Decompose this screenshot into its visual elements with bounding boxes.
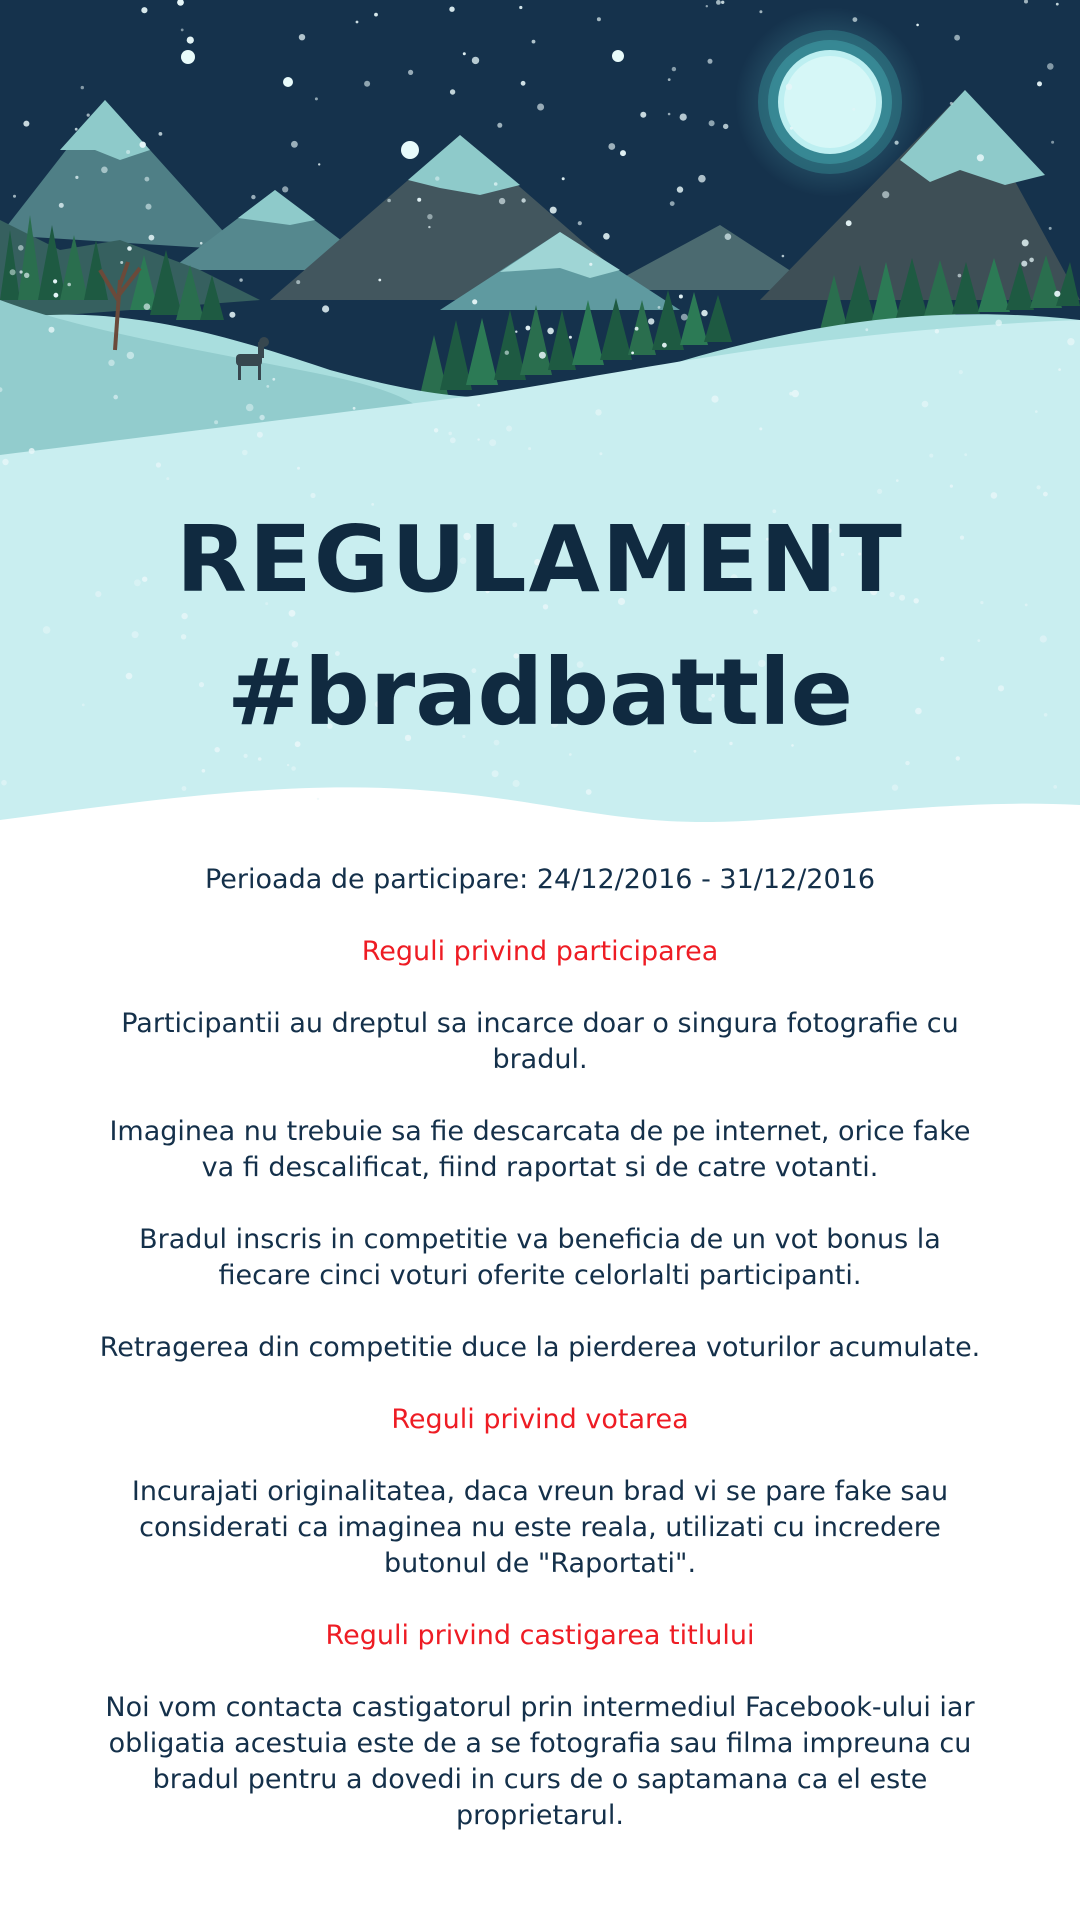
- snowflake: [53, 279, 57, 283]
- rule-paragraph: Imaginea nu trebuie sa fie descarcata de pe internet, orice fake va fi descalificat, fiind raportat si de catre votanti.: [109, 1116, 971, 1183]
- snowflake: [1022, 239, 1029, 246]
- snowflake: [472, 57, 479, 64]
- snowflake: [950, 485, 953, 488]
- snowflake: [519, 6, 522, 9]
- snowflake: [291, 141, 298, 148]
- snowflake: [853, 17, 858, 22]
- hashtag-title: #bradbattle: [226, 639, 854, 746]
- rule-paragraph: Participantii au dreptul sa incarce doar o singura fotografie cu bradul.: [121, 1008, 959, 1075]
- snowflake: [526, 326, 531, 331]
- snowflake: [698, 175, 706, 183]
- snowflake: [463, 52, 466, 55]
- snowflake: [13, 195, 16, 198]
- snowflake: [1054, 291, 1060, 297]
- snowflake: [477, 438, 479, 440]
- snowflake: [291, 766, 296, 771]
- snowflake: [374, 13, 378, 17]
- snowflake: [87, 114, 90, 117]
- snowflake: [905, 761, 909, 765]
- snowflake: [54, 293, 59, 298]
- snowflake: [145, 177, 150, 182]
- snowflake: [202, 769, 206, 773]
- snowflake: [282, 186, 288, 192]
- snowflake: [378, 279, 381, 282]
- snowflake: [497, 123, 502, 128]
- snowflake: [892, 784, 898, 790]
- snowflake: [449, 7, 454, 12]
- snowflake: [1043, 492, 1048, 497]
- snowflake: [229, 312, 235, 318]
- snowflake: [417, 198, 421, 202]
- snowflake: [694, 750, 697, 753]
- snowflake: [408, 70, 413, 75]
- snowflake: [67, 283, 71, 287]
- snowflake: [494, 182, 498, 186]
- snowflake: [877, 489, 882, 494]
- snowflake: [977, 154, 984, 161]
- snowflake: [506, 426, 512, 432]
- snowflake: [956, 756, 960, 760]
- snowflake: [310, 493, 315, 498]
- snowflake: [711, 396, 718, 403]
- snowflake: [672, 67, 676, 71]
- snowflake: [435, 176, 439, 180]
- snowflake: [297, 467, 300, 470]
- snowflake: [1047, 63, 1054, 70]
- snowflake: [759, 10, 762, 13]
- snowflake: [450, 89, 455, 94]
- snowflake: [43, 626, 51, 634]
- snowflake: [477, 404, 480, 407]
- snowflake: [427, 214, 432, 219]
- snowflake: [569, 336, 572, 339]
- snowflake: [513, 780, 520, 787]
- snowflake: [1037, 81, 1042, 86]
- snowflake: [242, 450, 248, 456]
- snowflake: [1, 780, 7, 786]
- snowflake: [200, 242, 203, 245]
- snowflake: [786, 84, 792, 90]
- snowflake: [10, 269, 16, 275]
- snowflake: [318, 163, 320, 165]
- snowflake: [149, 235, 155, 241]
- snowflake: [991, 492, 998, 499]
- snowflake: [599, 452, 602, 455]
- snowflake: [950, 102, 953, 105]
- snowflake: [322, 305, 329, 312]
- snowflake: [101, 167, 108, 174]
- snowflake: [1053, 785, 1057, 789]
- snowflake: [668, 113, 671, 116]
- section-heading-voting: Reguli privind votarea: [391, 1404, 689, 1435]
- snowflake: [75, 176, 78, 179]
- rule-paragraph: Incurajati originalitatea, daca vreun brad vi se pare fake sau considerati ca imaginea nu este reala, utilizati cu incredere butonul de "Raportati".: [131, 1476, 949, 1579]
- snowflake: [709, 120, 715, 126]
- rule-paragraph: Retragerea din competitie duce la pierderea voturilor acumulate.: [99, 1332, 981, 1363]
- snowflake: [387, 199, 391, 203]
- snowflake: [846, 220, 852, 226]
- snowflake: [597, 17, 601, 21]
- snowflake: [499, 198, 505, 204]
- snowflake: [492, 770, 499, 777]
- snowflake: [964, 453, 967, 456]
- snowflake: [428, 226, 430, 228]
- snowflake: [640, 112, 646, 118]
- snowflake: [23, 121, 29, 127]
- snowflake: [364, 81, 370, 87]
- snowflake: [578, 221, 582, 225]
- snowflake: [852, 108, 855, 111]
- snowflake: [317, 798, 319, 800]
- snowflake: [81, 86, 84, 89]
- snowflake: [569, 753, 572, 756]
- snowflake: [865, 328, 868, 331]
- snowflake: [146, 204, 152, 210]
- snowflake: [296, 280, 300, 284]
- snowflake: [679, 295, 683, 299]
- snowflake: [29, 448, 35, 454]
- snowflake: [434, 428, 438, 432]
- participation-period: Perioada de participare: 24/12/2016 - 31/12/2016: [204, 864, 876, 895]
- snowflake: [505, 351, 509, 355]
- snowflake: [882, 191, 889, 198]
- snowflake: [299, 34, 305, 40]
- snowflake: [958, 274, 962, 278]
- snowflake: [272, 378, 275, 381]
- snowflake: [489, 439, 496, 446]
- snowflake: [127, 352, 134, 359]
- snowflake: [214, 420, 218, 424]
- snowflake: [586, 789, 592, 795]
- snowflake: [24, 273, 29, 278]
- snowflake: [181, 29, 184, 32]
- snowflake: [680, 114, 687, 121]
- rule-paragraph: Bradul inscris in competitie va beneficia de un vot bonus la fiecare cinci voturi oferite celorlalti participanti.: [139, 1224, 941, 1291]
- snowflake: [648, 318, 654, 324]
- snowflake: [75, 128, 78, 131]
- snowflake: [49, 327, 55, 333]
- snowflake: [706, 5, 708, 7]
- snowflake: [635, 327, 639, 331]
- snowflake: [1056, 3, 1059, 6]
- snowflake: [716, 0, 721, 5]
- snowflake: [187, 37, 194, 44]
- snowflake: [59, 203, 64, 208]
- snowflake: [895, 141, 899, 145]
- snowflake: [725, 233, 732, 240]
- snowflake: [159, 132, 163, 136]
- snowflake: [922, 401, 929, 408]
- snowflake: [251, 195, 255, 199]
- snowflake: [1037, 485, 1041, 489]
- snowflake: [670, 201, 675, 206]
- snowflake: [244, 754, 248, 758]
- snowflake: [792, 390, 799, 397]
- snowflake: [1051, 141, 1054, 144]
- snowflake: [631, 352, 634, 355]
- snowflake: [108, 360, 114, 366]
- snowflake: [259, 415, 264, 420]
- snowflake: [790, 127, 793, 130]
- snowflake: [589, 263, 592, 266]
- snowflake: [353, 407, 356, 410]
- snowflake: [550, 207, 557, 214]
- snowflake: [603, 233, 610, 240]
- snowflake: [515, 331, 517, 333]
- snowflake: [120, 261, 123, 264]
- snowflake: [662, 343, 667, 348]
- snowflake: [448, 432, 452, 436]
- snowflake: [258, 757, 262, 761]
- snowflake: [668, 78, 671, 81]
- snowflake: [127, 246, 132, 251]
- snowflake: [1049, 227, 1052, 230]
- snowflake: [547, 328, 554, 335]
- snowflake: [140, 142, 146, 148]
- snowflake: [521, 198, 525, 202]
- snowflake: [935, 329, 939, 333]
- snowflake: [315, 97, 318, 100]
- snowflake: [2, 459, 8, 465]
- snowflake: [1029, 258, 1034, 263]
- snowflake: [239, 278, 242, 281]
- snowflake: [182, 786, 187, 791]
- snowflake: [521, 81, 526, 86]
- snowflake: [144, 303, 151, 310]
- snowflake: [782, 255, 785, 258]
- snowflake: [595, 409, 601, 415]
- snowflake: [539, 352, 546, 359]
- snowflake: [1035, 410, 1038, 413]
- snowflake: [528, 447, 531, 450]
- snowflake: [537, 104, 544, 111]
- snowflake: [721, 1, 724, 4]
- snowflake: [266, 385, 269, 388]
- rules-content: [90, 862, 990, 1870]
- snowflake: [20, 270, 23, 273]
- snowflake: [113, 395, 118, 400]
- page-title: REGULAMENT: [176, 506, 904, 613]
- section-heading-participation: Reguli privind participarea: [361, 936, 719, 967]
- snowflake: [658, 306, 661, 309]
- snowflake: [356, 21, 359, 24]
- snowflake: [896, 479, 899, 482]
- snowflake: [562, 177, 565, 180]
- snowflake: [1067, 338, 1074, 345]
- snowflake: [708, 59, 713, 64]
- section-heading-winning: Reguli privind castigarea titlului: [325, 1620, 755, 1651]
- snowflake: [929, 454, 933, 458]
- snowflake: [257, 432, 263, 438]
- snowflake: [287, 764, 289, 766]
- snowflake: [166, 477, 169, 480]
- snowflake: [954, 35, 960, 41]
- snowflake: [701, 310, 707, 316]
- snowflake: [681, 314, 688, 321]
- snowflake: [677, 186, 683, 192]
- snowflake: [759, 427, 762, 430]
- snowflake: [620, 150, 626, 156]
- snowflake: [608, 143, 615, 150]
- snowflake: [532, 40, 536, 44]
- snowflake: [1021, 261, 1027, 267]
- snowflake: [959, 370, 963, 374]
- rule-paragraph: Noi vom contacta castigatorul prin intermediul Facebook-ului iar obligatia acestuia este de a se fotografia sau filma impreuna cu bradul pentru a dovedi in curs de o saptamana ca el este proprietarul.: [105, 1692, 975, 1831]
- snowflake: [126, 150, 130, 154]
- snowflake: [916, 24, 919, 27]
- snowflake: [450, 437, 456, 443]
- snowflake: [472, 299, 477, 304]
- snowflake: [246, 404, 254, 412]
- snowflake: [1058, 368, 1061, 371]
- snowflake: [156, 462, 161, 467]
- snowflake: [995, 320, 1002, 327]
- snowflake: [18, 245, 24, 251]
- snowflake: [723, 124, 728, 129]
- snowflake: [141, 7, 147, 13]
